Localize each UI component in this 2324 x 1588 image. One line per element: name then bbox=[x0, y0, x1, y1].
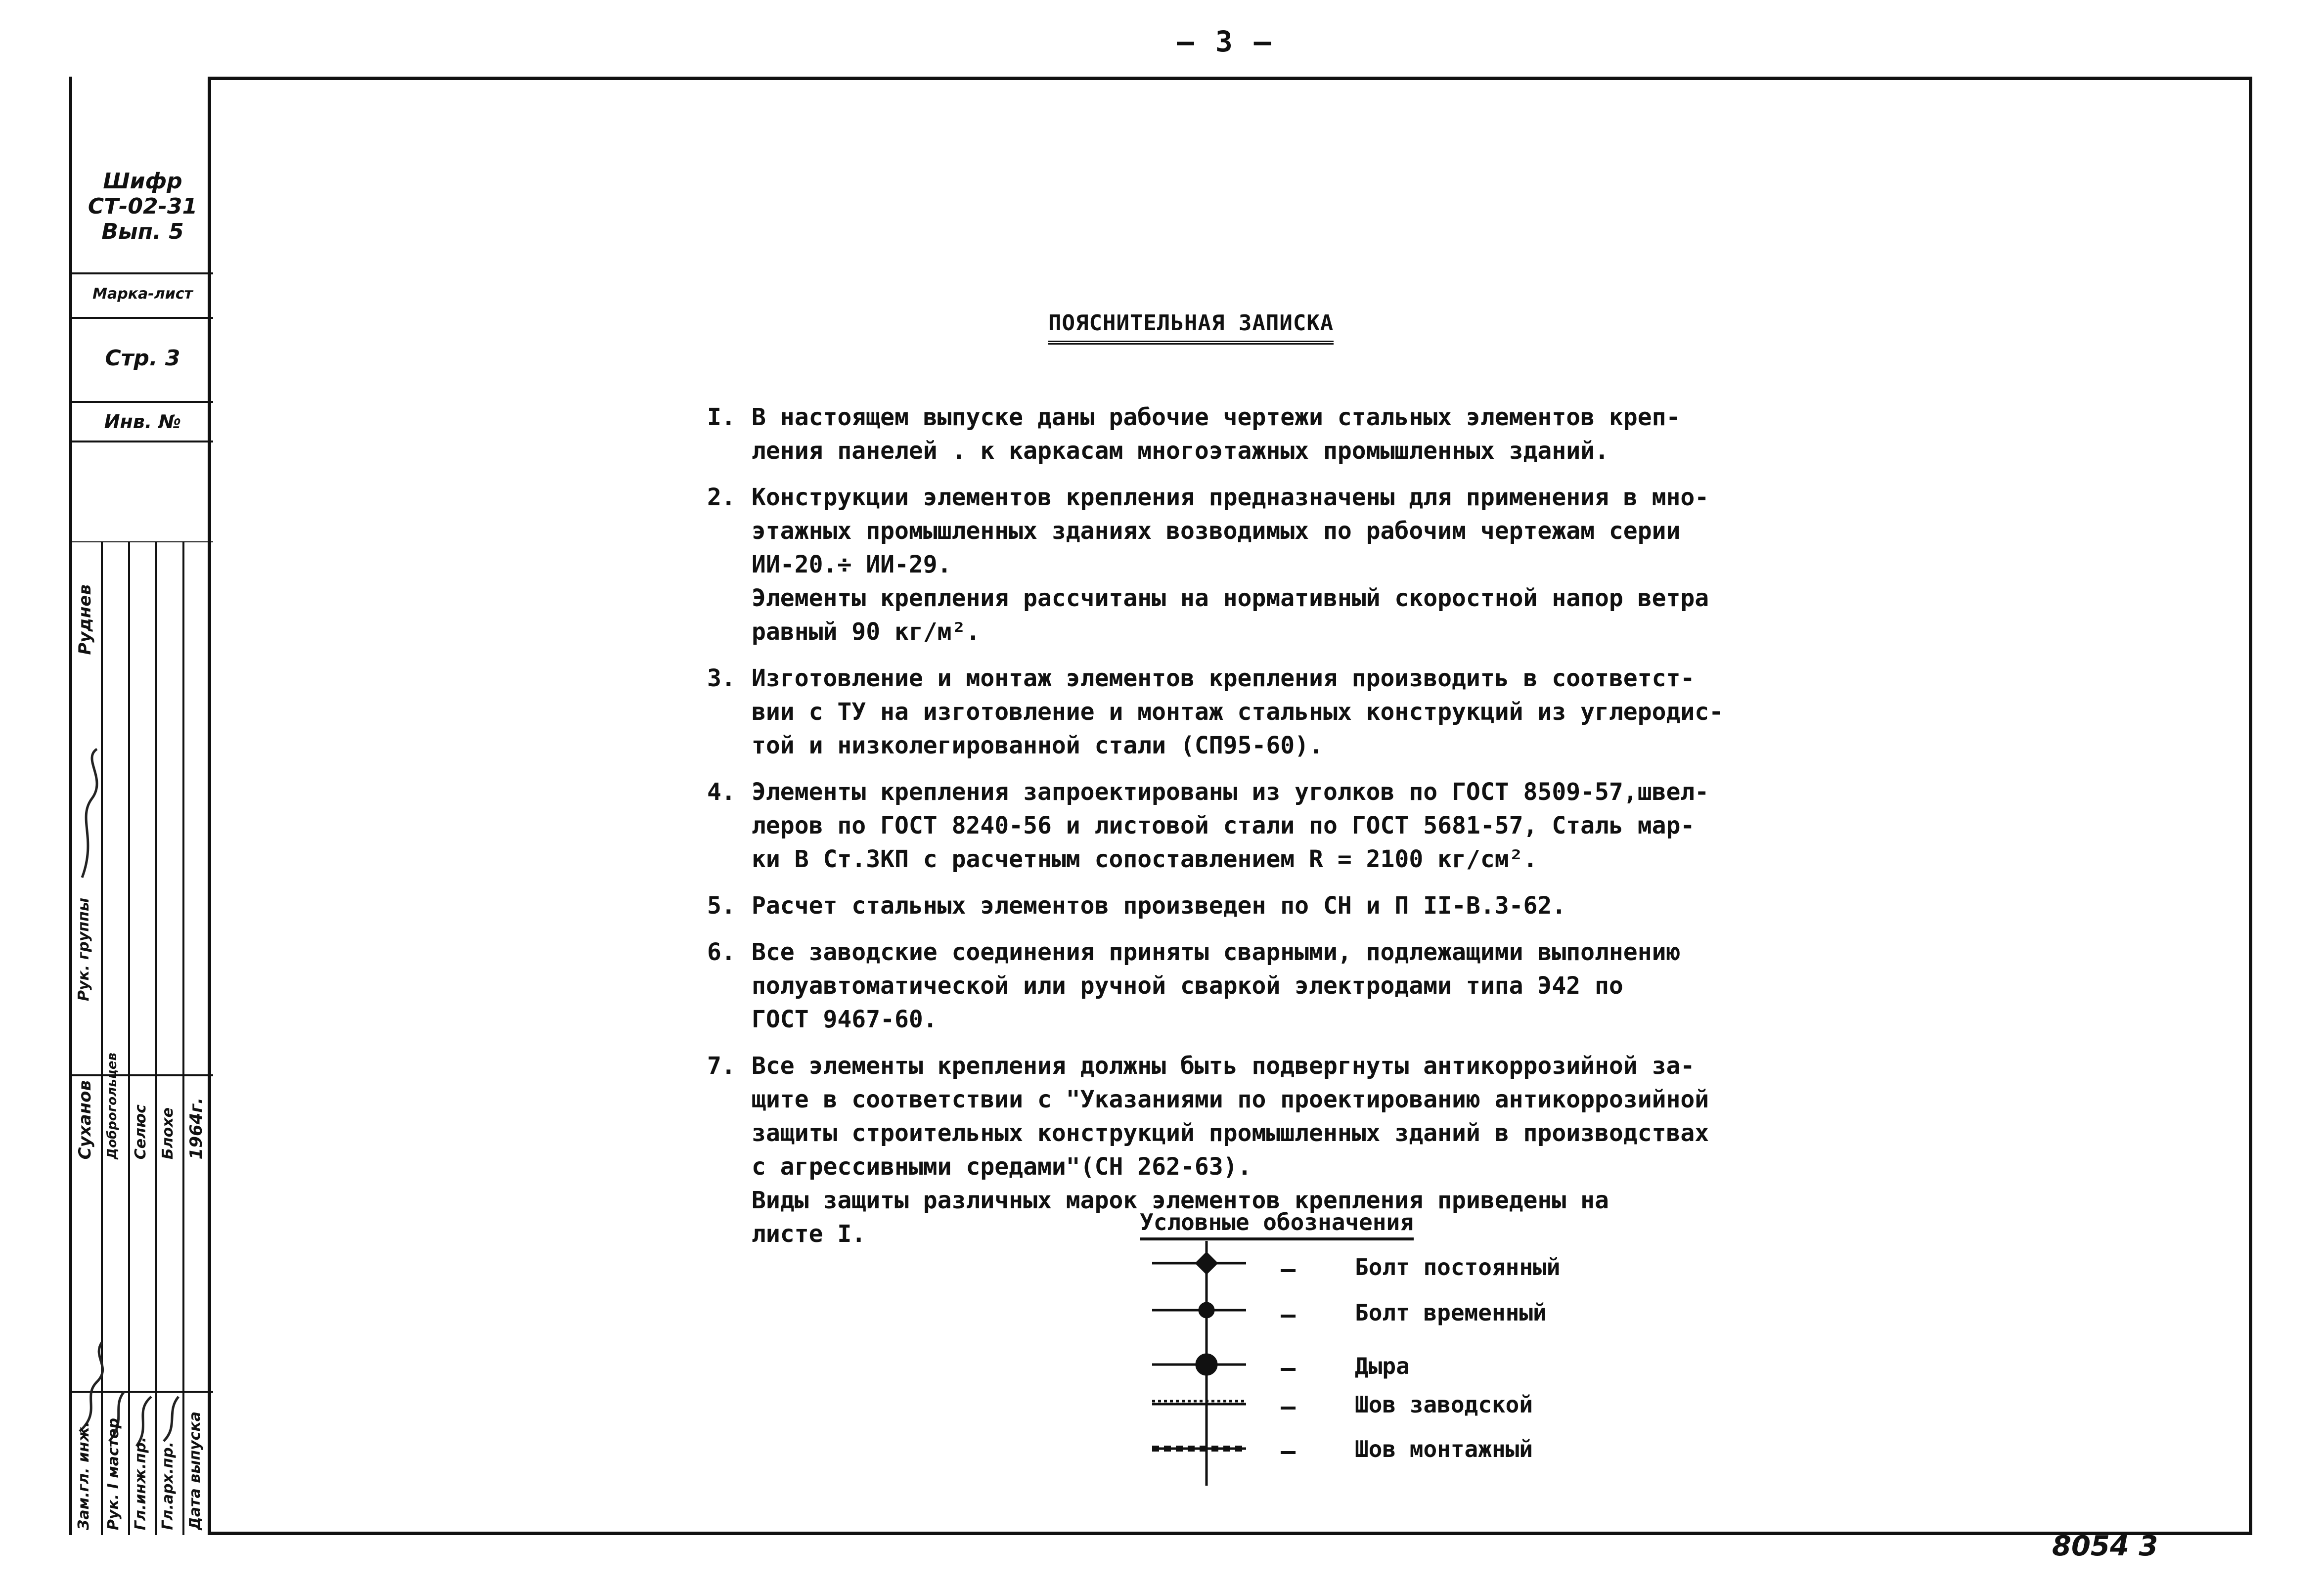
role-issue-date: Дата выпуска bbox=[186, 1412, 204, 1530]
note-item: 2. Конструкции элементов крепления предназначены для применения в мно- этажных промышленных зданиях возводимых по рабочим чертежам серии ИИ-20.÷ ИИ-29. Элементы крепления рассчитаны на нормативный скоростной напор ветра равный 90 кг/м². bbox=[707, 484, 1709, 646]
name-rudnev: Руднев bbox=[75, 584, 95, 655]
document-code: 8054 3 bbox=[2052, 1530, 2158, 1562]
role-chief-architect: Гл.арх.пр. bbox=[159, 1442, 177, 1530]
note-item: 4. Элементы крепления запроектированы из уголков по ГОСТ 8509-57,швел- леров по ГОСТ 8240-56 и листовой стали по ГОСТ 5681-57, Сталь мар- ки В Ст.3КП с расчетным сопоставлением R = 2100 кг/см². bbox=[707, 778, 1709, 873]
role-chief-engineer: Гл.инж.пр. bbox=[132, 1436, 149, 1530]
explanatory-note bbox=[707, 400, 1770, 1264]
legend-row-bolt-permanent: — Болт постоянный bbox=[1281, 1254, 1561, 1283]
issue-year: 1964г. bbox=[186, 1097, 206, 1159]
name-sukhanov: Суханов bbox=[75, 1080, 95, 1159]
legend-row-bolt-temporary: — Болт временный bbox=[1281, 1299, 1547, 1329]
cipher-label: Шифр bbox=[103, 169, 182, 194]
legend-row-weld-factory: — Шов заводской bbox=[1281, 1391, 1533, 1421]
issue-number: Вып. 5 bbox=[101, 219, 184, 244]
note-item: 5. Расчет стальных элементов произведен по СН и П II-В.3-62. bbox=[707, 892, 1566, 920]
page-number: — 3 — bbox=[1177, 25, 1273, 58]
name-selyus: Селюс bbox=[132, 1104, 149, 1159]
page-field: Стр. 3 bbox=[72, 319, 213, 403]
legend-row-hole: — Дыра bbox=[1281, 1353, 1410, 1382]
role-deputy-chief: Зам.гл. инж. bbox=[75, 1421, 92, 1530]
inventory-label: Инв. № bbox=[72, 403, 213, 442]
group-lead-label: Рук. группы bbox=[75, 897, 92, 1001]
mark-sheet-label: Марка-лист bbox=[72, 274, 213, 319]
legend-title: Условные обозначения bbox=[1140, 1209, 1414, 1240]
page-title: ПОЯСНИТЕЛЬНАЯ ЗАПИСКА bbox=[1048, 310, 1334, 345]
approval-grid bbox=[72, 541, 213, 1535]
note-item: 7. Все элементы крепления должны быть подвергнуты антикоррозийной за- щите в соответствии с "Указаниями по проектированию антикоррозийной защиты строительных конструкций промышленных зданий в производствах с агрессивными средами"(СН 262-63). Виды защиты различных марок элементов крепления приведены на листе I. bbox=[707, 1052, 1709, 1248]
title-block-strip bbox=[69, 77, 210, 1535]
cipher-box bbox=[72, 166, 213, 274]
legend-row-weld-field: — Шов монтажный bbox=[1281, 1436, 1533, 1465]
series-code: СТ-02-31 bbox=[88, 194, 198, 219]
name-blokhe: Блохе bbox=[159, 1107, 177, 1159]
name-dobrogoltsev: Доброгольцев bbox=[105, 1053, 120, 1159]
note-item: 3. Изготовление и монтаж элементов крепления производить в соответст- вии с ТУ на изготовление и монтаж стальных конструкций из углеродис- той и низколегированной стали (СП95-60). bbox=[707, 664, 1724, 759]
note-item: I. В настоящем выпуске даны рабочие чертежи стальных элементов креп- ления панелей . к каркасам многоэтажных промышленных зданий. bbox=[707, 403, 1681, 465]
role-master: Рук. I мастер bbox=[105, 1417, 122, 1530]
note-item: 6. Все заводские соединения приняты сварными, подлежащими выполнению полуавтоматической или ручной сваркой электродами типа Э42 по ГОСТ 9467-60. bbox=[707, 938, 1681, 1033]
